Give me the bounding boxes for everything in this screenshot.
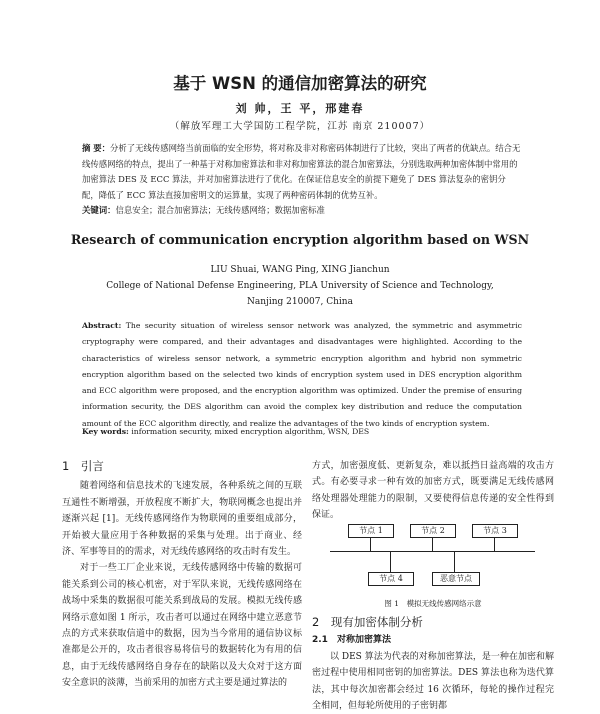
- keywords-label: 关键词：: [82, 205, 116, 215]
- english-authors: LIU Shuai, WANG Ping, XING Jianchun: [210, 265, 390, 275]
- english-authors-block: [0, 262, 600, 310]
- english-affiliation-line-1: College of National Defense Engineering, PLA University of Science and Technology,: [106, 281, 494, 291]
- section-2-1-heading: 2.1 对称加密算法: [312, 635, 391, 646]
- section-1-paragraph-2: 对于一些工厂企业来说，无线传感网络中传输的数据可能关系到公司的核心机密，对于军队来说，无线传感网络在战场中采集的数据很可能关系到战局的发展。模拟无线传感网络示意如图 1 所示，攻击者可以通过在网络中建立恶意节点的方式来获取信道中的数据，因为当今常用的通信协议标准都是公开的，攻击者很容易将信号的数据转化为有用的信息，由于无线传感网络自身存在的缺陷以及大众对于这方面安全意识的淡薄，当前采用的加密方式主要是通过算法的: [62, 563, 302, 689]
- link-node-1: [370, 538, 371, 551]
- figure-1-caption: 图 1 模拟无线传感网络示意: [384, 599, 482, 608]
- section-1-paragraph-1: 随着网络和信息技术的飞速发展，各种系统之间的互联互通性不断增强，开放程度不断扩大，物联网概念也提出并逐渐兴起 [1]。无线传感网络作为物联网的重要组成部分，开始被大量应用于各种数据的采集与处理。出于商业、经济、军事等目的的需求，对无线传感网络的攻击时有发生。: [62, 481, 302, 558]
- authors: 刘 帅，王 平，邢建春: [235, 102, 365, 115]
- left-column: [62, 458, 302, 692]
- right-column-bottom: [312, 614, 554, 714]
- link-node-3: [494, 538, 495, 551]
- node-2: 节点 2: [410, 524, 456, 538]
- english-affiliation-line-2: Nanjing 210007, China: [247, 297, 353, 307]
- node-3: 节点 3: [472, 524, 518, 538]
- section-2-1-paragraph-1: 以 DES 算法为代表的对称加密算法，是一种在加密和解密过程中使用相同密钥的加密算法。DES 算法也称为迭代算法，其中每次加密都会经过 16 次循环，每轮的操作过程完全相同，但每轮所使用的子密钥都: [312, 651, 554, 712]
- section-1-heading: 1 引言: [62, 459, 104, 473]
- english-abstract-label: Abstract:: [82, 321, 122, 330]
- node-1: 节点 1: [348, 524, 394, 538]
- node-4: 节点 4: [368, 572, 414, 586]
- english-abstract: [82, 318, 522, 432]
- chinese-abstract: [82, 141, 522, 203]
- link-malicious-node: [454, 552, 455, 572]
- right-column-top: [312, 458, 554, 524]
- affiliation: （解放军理工大学国防工程学院，江苏 南京 210007）: [169, 121, 431, 132]
- chinese-keywords: [82, 203, 522, 219]
- network-bus: [330, 551, 535, 552]
- english-abstract-text: The security situation of wireless sensor network was analyzed, the symmetric and asymmetric cryptography were compared, and their advantages and disadvantages were highlighted. According to the characteristics of wireless sensor network, a symmetric encryption algorithm and hybrid non symmetric encryption algorithm based on the selected two kinds of encryption system used in DES encryption algorithm and ECC algorithm were proposed, and the encryption algorithm was optimized. Under the premise of ensuring information security, the DES algorithm can avoid the complex key distribution and reduce the computation amount of the ECC algorithm directly, and realize the advantages of the two kinds of encryption system.: [82, 321, 522, 428]
- english-keywords: [82, 424, 522, 440]
- paper-title: 基于 WSN 的通信加密算法的研究: [173, 74, 427, 93]
- malicious-node: 恶意节点: [432, 572, 480, 586]
- abstract-label: 摘 要：: [82, 143, 111, 153]
- english-keywords-text: information security, mixed encryption algorithm, WSN, DES: [131, 427, 370, 436]
- keywords-text: 信息安全；混合加密算法；无线传感网络；数据加密标准: [115, 205, 325, 215]
- figure-1-network-diagram: [330, 516, 535, 596]
- abstract-text: 分析了无线传感网络当前面临的安全形势，将对称及非对称密码体制进行了比较，突出了两者的优缺点。结合无线传感网络的特点，提出了一种基于对称加密算法和非对称加密算法的混合加密算法，分别选取两种加密体制中常用的加密算法 DES 及 ECC 算法，并对加密算法进行了优化。在保证信息安全的前提下避免了 DES 算法复杂的密钥分配，降低了 ECC 算法直接加密明文的运算量，实现了两种密码体制的优势互补。: [82, 143, 521, 200]
- english-title: Research of communication encryption algorithm based on WSN: [70, 232, 530, 247]
- english-keywords-label: Key words:: [82, 427, 129, 436]
- link-node-4: [390, 552, 391, 572]
- section-2-heading: 2 现有加密体制分析: [312, 615, 423, 629]
- link-node-2: [432, 538, 433, 551]
- right-column-paragraph-1: 方式，加密强度低、更新复杂，难以抵挡日益高端的攻击方式。有必要寻求一种有效的加密方式，既要满足无线传感网络处理器处理能力的限制，又要使得信息传递的安全性得到保证。: [312, 461, 554, 521]
